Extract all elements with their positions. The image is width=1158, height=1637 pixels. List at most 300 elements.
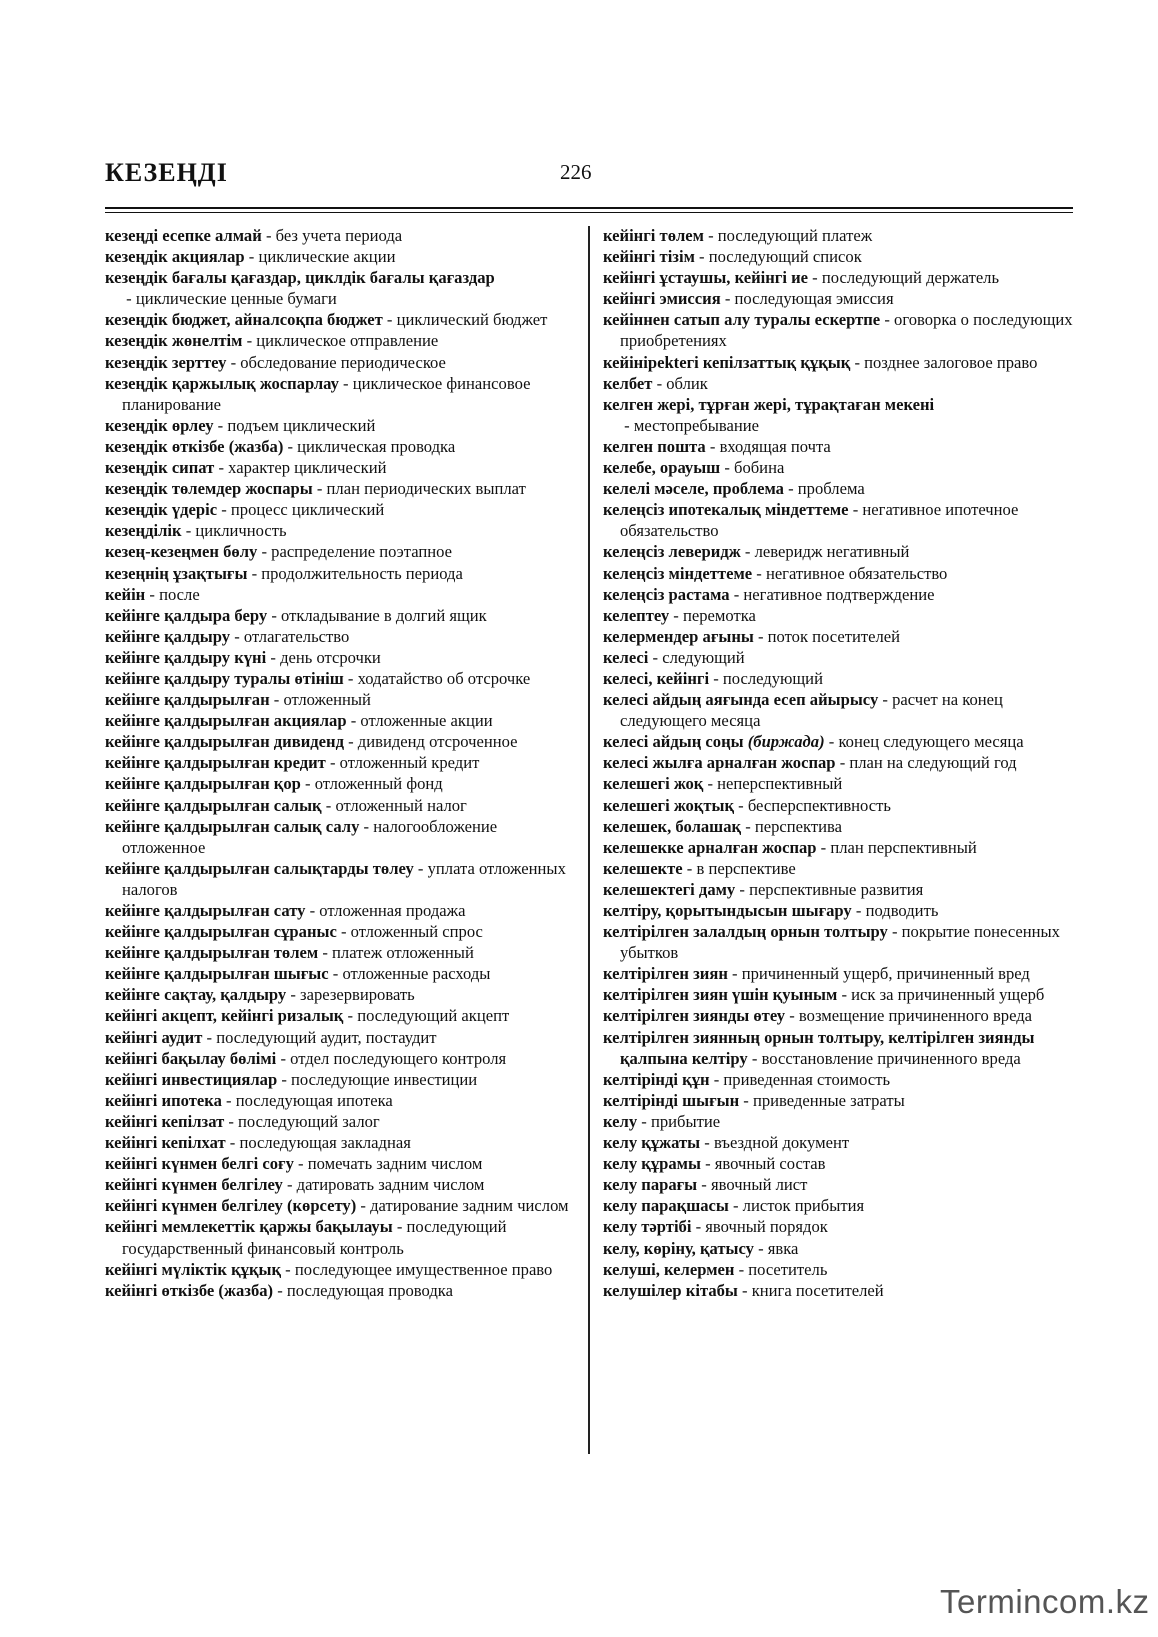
entry-translation: бобина xyxy=(734,458,785,478)
dictionary-entry xyxy=(603,352,1073,373)
entry-translation: расчет на конец следующего месяца xyxy=(620,690,1003,731)
entry-term: кейінге қалдыру туралы өтініш xyxy=(105,668,344,688)
dictionary-entry xyxy=(105,942,575,963)
entry-translation: позднее залоговое право xyxy=(864,352,1038,372)
entry-translation: поток посетителей xyxy=(767,626,900,646)
entry-separator: - xyxy=(213,415,228,435)
dictionary-entry xyxy=(603,563,1073,584)
entry-separator: - xyxy=(709,668,723,688)
entry-translation: зарезервировать xyxy=(300,985,415,1005)
dictionary-entry xyxy=(105,1195,575,1216)
dictionary-entry xyxy=(603,394,1073,436)
entry-separator: - xyxy=(848,500,863,520)
entry-term: келеңсіз растама xyxy=(603,584,730,604)
dictionary-entry xyxy=(105,478,575,499)
entry-translation: без учета периода xyxy=(275,226,403,245)
entry-separator: - xyxy=(338,373,353,393)
entry-separator: - xyxy=(225,1133,240,1153)
entry-separator: - xyxy=(321,795,336,815)
dictionary-entry xyxy=(105,457,575,478)
entry-separator: - xyxy=(343,1006,358,1026)
entry-term: кейінгі күнмен белгі соғу xyxy=(105,1154,294,1174)
entry-separator: - xyxy=(226,352,241,372)
entry-translation: явочный лист xyxy=(710,1175,808,1195)
entry-translation: последующий акцепт xyxy=(357,1006,510,1026)
entry-term: келген пошта xyxy=(603,436,706,456)
entry-translation: датирование задним числом xyxy=(370,1196,569,1216)
dictionary-entry xyxy=(105,984,575,1005)
entry-translation: явочный порядок xyxy=(705,1217,828,1237)
dictionary-entry xyxy=(603,984,1073,1005)
entry-term: келтірілген зиянды өтеу xyxy=(603,1006,786,1026)
entry-term: келу құжаты xyxy=(603,1133,701,1153)
entry-term: келеңсіз леверидж xyxy=(603,542,741,562)
entry-translation: циклическое финансовое планирование xyxy=(122,373,531,414)
entry-separator: - xyxy=(247,563,262,583)
entry-translation: леверидж негативный xyxy=(754,542,910,562)
entry-term: кезеңдік өрлеу xyxy=(105,415,214,435)
entry-term: келтірілген зиян үшін қуыным xyxy=(603,985,838,1005)
dictionary-entry xyxy=(105,858,575,900)
dictionary-entry xyxy=(603,225,1073,246)
dictionary-entry xyxy=(603,816,1073,837)
dictionary-entry xyxy=(105,1174,575,1195)
dictionary-entry xyxy=(603,626,1073,647)
entry-separator: - xyxy=(637,1111,651,1131)
entry-term: келептеу xyxy=(603,605,670,625)
entry-translation: последующее имущественное право xyxy=(294,1259,553,1279)
dictionary-entry xyxy=(603,1195,1073,1216)
entry-translation: перемотка xyxy=(682,605,756,625)
dictionary-entry xyxy=(105,1111,575,1132)
entry-separator: - xyxy=(694,247,709,267)
entry-term: келген жері, тұрған жері, тұрақтаған мекені xyxy=(603,394,935,414)
entry-translation: план перспективный xyxy=(830,837,977,857)
entry-separator: - xyxy=(752,563,766,583)
entry-translation: негативное подтверждение xyxy=(743,584,935,604)
entry-translation: иск за причиненный ущерб xyxy=(851,985,1045,1005)
entry-separator: - xyxy=(783,479,798,499)
entry-separator: - xyxy=(652,373,667,393)
entry-translation: цикличность xyxy=(195,521,287,541)
dictionary-entry xyxy=(603,373,1073,394)
entry-term: келу парақшасы xyxy=(603,1196,729,1216)
dictionary-entry xyxy=(603,858,1073,879)
entry-translation: после xyxy=(159,584,200,604)
entry-term: кейінгі акцепт, кейінгі ризалық xyxy=(105,1006,344,1026)
entry-translation: помечать задним числом xyxy=(307,1154,483,1174)
entry-separator: - xyxy=(343,732,358,752)
dictionary-entry xyxy=(603,1259,1073,1280)
entry-term: кезеңдік сипат xyxy=(105,458,215,478)
entry-term: келеңсіз міндеттеме xyxy=(603,563,753,583)
entry-term: кезеңдік үдеріс xyxy=(105,500,218,520)
dictionary-entry xyxy=(603,499,1073,541)
dictionary-entry xyxy=(105,710,575,731)
dictionary-entry xyxy=(603,457,1073,478)
entry-separator: - xyxy=(878,690,893,710)
entry-term: кейінгі бақылау бөлімі xyxy=(105,1048,277,1068)
entry-translation: уплата отложенных налогов xyxy=(122,858,566,899)
entry-term: кейінге қалдыру xyxy=(105,626,231,646)
entry-translation: оговорка о последующих приобретениях xyxy=(620,310,1073,351)
dictionary-entry xyxy=(603,605,1073,626)
dictionary-entry xyxy=(603,773,1073,794)
entry-translation: покрытие понесенных убытков xyxy=(620,922,1060,963)
right-column xyxy=(603,225,1073,1301)
entry-separator: - xyxy=(703,226,718,245)
dictionary-entry xyxy=(603,1280,1073,1301)
entry-translation: отложенный налог xyxy=(335,795,467,815)
entry-separator: - xyxy=(785,1006,799,1026)
entry-translation: бесперспективность xyxy=(747,795,891,815)
dictionary-entry xyxy=(105,309,575,330)
entry-term: кейіннен сатып алу туралы ескертпе xyxy=(603,310,881,330)
dictionary-entry xyxy=(603,963,1073,984)
entry-translation: отложенные акции xyxy=(360,711,493,731)
entry-translation: местопребывание xyxy=(633,415,760,435)
entry-term: кезеңдік қаржылық жоспарлау xyxy=(105,373,339,393)
entry-term: келу xyxy=(603,1111,638,1131)
entry-separator: - xyxy=(359,816,374,836)
entry-term: кезеңдік өткізбе (жазба) xyxy=(105,436,284,456)
entry-term: кезең-кезеңмен бөлу xyxy=(105,542,258,562)
entry-separator: - xyxy=(837,985,852,1005)
entry-term: кейінге қалдырылған сұраныс xyxy=(105,922,337,942)
dictionary-entry xyxy=(603,1132,1073,1153)
entry-term: кейінге қалдырылған xyxy=(105,690,270,710)
dictionary-entry xyxy=(105,773,575,794)
dictionary-entry xyxy=(603,795,1073,816)
entry-term: кейінгі кепілзат xyxy=(105,1111,225,1131)
dictionary-entry xyxy=(603,1090,1073,1111)
header-rule-thin xyxy=(105,212,1073,213)
entry-separator: - xyxy=(703,774,718,794)
dictionary-entry xyxy=(105,668,575,689)
entry-separator: - xyxy=(735,879,750,899)
entry-term: келу құрамы xyxy=(603,1154,701,1174)
dictionary-entry xyxy=(105,330,575,351)
entry-separator: - xyxy=(697,1175,711,1195)
entry-term: кезеңдік акциялар xyxy=(105,247,245,267)
dictionary-entry xyxy=(603,647,1073,668)
column-divider xyxy=(588,226,590,1454)
dictionary-entry xyxy=(105,373,575,415)
entry-term: кейінгі ипотека xyxy=(105,1090,222,1110)
entry-term: кейінгі аудит xyxy=(105,1027,203,1047)
entry-separator: - xyxy=(283,436,298,456)
entry-term: кезеңді есепке алмай xyxy=(105,226,262,245)
entry-term: келу парағы xyxy=(603,1175,698,1195)
entry-term: кейінге қалдырылған салық xyxy=(105,795,322,815)
entry-term: кезеңдік төлемдер жоспары xyxy=(105,479,313,499)
dictionary-entry xyxy=(603,1027,1073,1069)
entry-translation: последующий аудит, постаудит xyxy=(216,1027,437,1047)
entry-separator: - xyxy=(850,352,865,372)
entry-translation: отложенный xyxy=(283,690,371,710)
entry-term: кейінге қалдырылған төлем xyxy=(105,943,319,963)
dictionary-entry xyxy=(603,752,1073,773)
entry-term: келешегі жоқтық xyxy=(603,795,734,815)
entry-term: кейінге қалдыру күні xyxy=(105,647,267,667)
entry-separator: - xyxy=(261,226,276,245)
entry-separator: - xyxy=(276,1048,291,1068)
entry-term: келтіру, қорытындысын шығару xyxy=(603,901,852,920)
entry-separator: - xyxy=(835,753,850,773)
entry-translation: последующий список xyxy=(708,247,862,267)
dictionary-entry xyxy=(603,1111,1073,1132)
entry-term: кейінгі мүліктік құқық xyxy=(105,1259,282,1279)
entry-term: келешекте xyxy=(603,858,683,878)
entry-translation: перспективные развития xyxy=(749,879,924,899)
entry-term: кейінгі төлем xyxy=(603,226,704,245)
entry-separator: - xyxy=(824,732,839,752)
entry-separator: - xyxy=(318,943,333,963)
entry-separator: - xyxy=(413,858,428,878)
entry-separator: - xyxy=(747,1048,762,1068)
entry-term: келелі мәселе, проблема xyxy=(603,479,784,499)
dictionary-entry xyxy=(105,584,575,605)
dictionary-entry xyxy=(603,731,1073,752)
entry-translation: явка xyxy=(767,1238,799,1258)
dictionary-entry xyxy=(105,352,575,373)
entry-separator: - xyxy=(851,901,866,920)
dictionary-entry xyxy=(105,520,575,541)
entry-translation: последующие инвестиции xyxy=(291,1069,478,1089)
header-rule xyxy=(105,207,1073,209)
entry-separator: - xyxy=(392,1217,407,1237)
entry-separator: - xyxy=(145,584,160,604)
entry-translation: процесс циклический xyxy=(230,500,385,520)
entry-term: кейінге қалдырылған дивиденд xyxy=(105,732,344,752)
entry-separator: - xyxy=(816,837,831,857)
entry-translation: налогообложение отложенное xyxy=(122,816,498,857)
entry-separator: - xyxy=(740,542,755,562)
dictionary-entry xyxy=(105,499,575,520)
entry-term: кезеңнің ұзақтығы xyxy=(105,563,248,583)
entry-translation: обследование периодическое xyxy=(240,352,446,372)
entry-translation: последующая закладная xyxy=(239,1133,411,1153)
entry-separator: - xyxy=(267,605,281,625)
entry-translation: неперспективный xyxy=(717,774,843,794)
dictionary-entry xyxy=(603,689,1073,731)
entry-term: кезеңділік xyxy=(105,521,182,541)
entry-translation: последующая эмиссия xyxy=(734,289,894,309)
entry-term: кейінгі күнмен белгілеу xyxy=(105,1175,283,1195)
entry-term: келермендер ағыны xyxy=(603,626,754,646)
entry-translation: негативное обязательство xyxy=(765,563,948,583)
entry-term: кейінге сақтау, қалдыру xyxy=(105,985,287,1005)
entry-translation: последующий платеж xyxy=(717,226,873,245)
dictionary-entry xyxy=(603,288,1073,309)
dictionary-entry xyxy=(603,900,1073,921)
entry-separator: - xyxy=(739,1090,753,1110)
entry-term: кейінгі эмиссия xyxy=(603,289,721,309)
page-number: 226 xyxy=(560,160,592,184)
entry-separator: - xyxy=(230,626,244,646)
entry-separator: - xyxy=(273,1280,287,1300)
entry-translation: проблема xyxy=(797,479,865,499)
entry-translation: облик xyxy=(666,373,708,393)
entry-separator: - xyxy=(242,331,257,351)
entry-term: кейінге қалдырылған кредит xyxy=(105,753,326,773)
dictionary-entry xyxy=(603,668,1073,689)
entry-translation: негативное ипотечное обязательство xyxy=(620,500,1019,541)
entry-translation: последующая проводка xyxy=(286,1280,453,1300)
entry-separator: - xyxy=(305,901,320,920)
entry-translation: последующий держатель xyxy=(821,268,1000,288)
dictionary-entry xyxy=(105,1005,575,1026)
dictionary-entry xyxy=(105,689,575,710)
entry-translation: циклические ценные бумаги xyxy=(135,289,337,309)
dictionary-entry xyxy=(105,1132,575,1153)
dictionary-entry xyxy=(105,1280,575,1301)
dictionary-entry xyxy=(105,1069,575,1090)
entry-separator: - xyxy=(737,1280,752,1300)
dictionary-entry xyxy=(105,1259,575,1280)
entry-term: кейінге қалдырылған салықтарды төлеу xyxy=(105,858,414,878)
dictionary-entry xyxy=(105,921,575,942)
dictionary-entry xyxy=(603,921,1073,963)
entry-term: келушілер кітабы xyxy=(603,1280,738,1300)
dictionary-entry xyxy=(603,1174,1073,1195)
entry-term: келесі, кейінгі xyxy=(603,668,710,688)
entry-translation: отдел последующего контроля xyxy=(290,1048,507,1068)
entry-separator: - xyxy=(887,922,902,942)
dictionary-entry xyxy=(105,1153,575,1174)
dictionary-entry xyxy=(603,1069,1073,1090)
entry-translation: последующая ипотека xyxy=(235,1090,393,1110)
dictionary-entry xyxy=(105,541,575,562)
entry-separator: - xyxy=(720,458,734,478)
entry-separator: - xyxy=(312,479,327,499)
entry-term: келешек, болашақ xyxy=(603,816,742,836)
entry-term: келебе, орауыш xyxy=(603,458,721,478)
entry-separator: - xyxy=(728,1196,743,1216)
entry-translation: план периодических выплат xyxy=(326,479,526,499)
entry-separator: - xyxy=(682,858,697,878)
entry-separator: - xyxy=(808,268,822,288)
dictionary-entry xyxy=(105,415,575,436)
page-header-word: КЕЗЕҢДІ xyxy=(105,158,228,187)
entry-separator: - xyxy=(709,1069,724,1089)
entry-translation: циклические акции xyxy=(258,247,396,267)
entry-term: келуші, келермен xyxy=(603,1259,735,1279)
entry-separator: - xyxy=(343,668,358,688)
entry-separator: - xyxy=(300,774,315,794)
entry-translation: циклическое отправление xyxy=(256,331,439,351)
entry-term: кейінгі өткізбе (жазба) xyxy=(105,1280,274,1300)
entry-separator: - xyxy=(325,753,340,773)
entry-separator: - xyxy=(266,647,281,667)
entry-translation: день отсрочки xyxy=(280,647,381,667)
entry-translation: приведенные затраты xyxy=(752,1090,905,1110)
entry-translation: откладывание в долгий ящик xyxy=(281,605,487,625)
dictionary-entry xyxy=(105,267,575,309)
entry-term: кейінге қалдырылған акциялар xyxy=(105,711,347,731)
entry-translation: последующий государственный финансовый контроль xyxy=(122,1217,507,1258)
entry-translation: книга посетителей xyxy=(751,1280,884,1300)
dictionary-entry xyxy=(105,647,575,668)
entry-term: келтірінді шығын xyxy=(603,1090,740,1110)
entry-note: (биржада) xyxy=(747,732,825,752)
entry-translation: въездной документ xyxy=(713,1133,850,1153)
entry-translation: подводить xyxy=(865,901,939,920)
entry-translation: продолжительность периода xyxy=(261,563,463,583)
entry-separator: - xyxy=(669,605,683,625)
dictionary-entry xyxy=(105,731,575,752)
entry-term: келешегі жоқ xyxy=(603,774,704,794)
watermark-text: Termincom.kz xyxy=(940,1583,1150,1620)
dictionary-entry xyxy=(603,478,1073,499)
entry-term: келтірінді құн xyxy=(603,1069,710,1089)
entry-term: кейінге қалдырылған салық салу xyxy=(105,816,360,836)
entry-separator: - xyxy=(122,289,136,309)
entry-term: келу тәртібі xyxy=(603,1217,692,1237)
entry-separator: - xyxy=(336,922,351,942)
entry-separator: - xyxy=(880,310,895,330)
entry-separator: - xyxy=(727,964,742,984)
entry-term: келтірілген залалдың орнын толтыру xyxy=(603,922,888,942)
dictionary-entry xyxy=(105,795,575,816)
entry-translation: циклическая проводка xyxy=(297,436,456,456)
entry-translation: датировать задним числом xyxy=(296,1175,485,1195)
entry-term: кейінгі мемлекеттік қаржы бақылауы xyxy=(105,1217,393,1237)
entry-translation: причиненный ущерб, причиненный вред xyxy=(741,964,1030,984)
entry-term: кейінге қалдырылған шығыс xyxy=(105,964,329,984)
entry-separator: - xyxy=(181,521,196,541)
entry-separator: - xyxy=(293,1154,308,1174)
entry-term: кейінірektегі кепілзаттық құқық xyxy=(603,352,851,372)
entry-translation: посетитель xyxy=(748,1259,828,1279)
dictionary-entry xyxy=(603,1238,1073,1259)
entry-separator: - xyxy=(282,1175,297,1195)
entry-translation: подъем циклический xyxy=(227,415,376,435)
dictionary-entry xyxy=(603,584,1073,605)
entry-term: кезеңдік бюджет, айналсоқпа бюджет xyxy=(105,310,383,330)
entry-term: кезеңдік зерттеу xyxy=(105,352,227,372)
dictionary-entry xyxy=(603,267,1073,288)
entry-translation: план на следующий год xyxy=(849,753,1017,773)
entry-translation: отложенные расходы xyxy=(342,964,491,984)
dictionary-entry xyxy=(105,1027,575,1048)
dictionary-entry xyxy=(105,900,575,921)
dictionary-entry xyxy=(603,541,1073,562)
dictionary-entry xyxy=(603,1005,1073,1026)
entry-translation: отложенный кредит xyxy=(339,753,480,773)
entry-translation: возмещение причиненного вреда xyxy=(798,1006,1033,1026)
entry-term: кейінгі тізім xyxy=(603,247,695,267)
entry-separator: - xyxy=(221,1090,236,1110)
entry-separator: - xyxy=(202,1027,217,1047)
entry-translation: восстановление причиненного вреда xyxy=(761,1048,1021,1068)
entry-translation: отложенный спрос xyxy=(350,922,483,942)
dictionary-entry xyxy=(105,816,575,858)
entry-separator: - xyxy=(734,1259,749,1279)
entry-translation: отлагательство xyxy=(243,626,350,646)
entry-separator: - xyxy=(648,647,663,667)
entry-separator: - xyxy=(281,1259,295,1279)
entry-translation: характер циклический xyxy=(228,458,387,478)
entry-separator: - xyxy=(328,964,343,984)
entry-separator: - xyxy=(620,415,634,435)
dictionary-entry xyxy=(603,246,1073,267)
entry-separator: - xyxy=(286,985,301,1005)
dictionary-entry xyxy=(105,1090,575,1111)
left-column xyxy=(105,225,575,1301)
dictionary-entry xyxy=(105,436,575,457)
entry-separator: - xyxy=(700,1133,714,1153)
